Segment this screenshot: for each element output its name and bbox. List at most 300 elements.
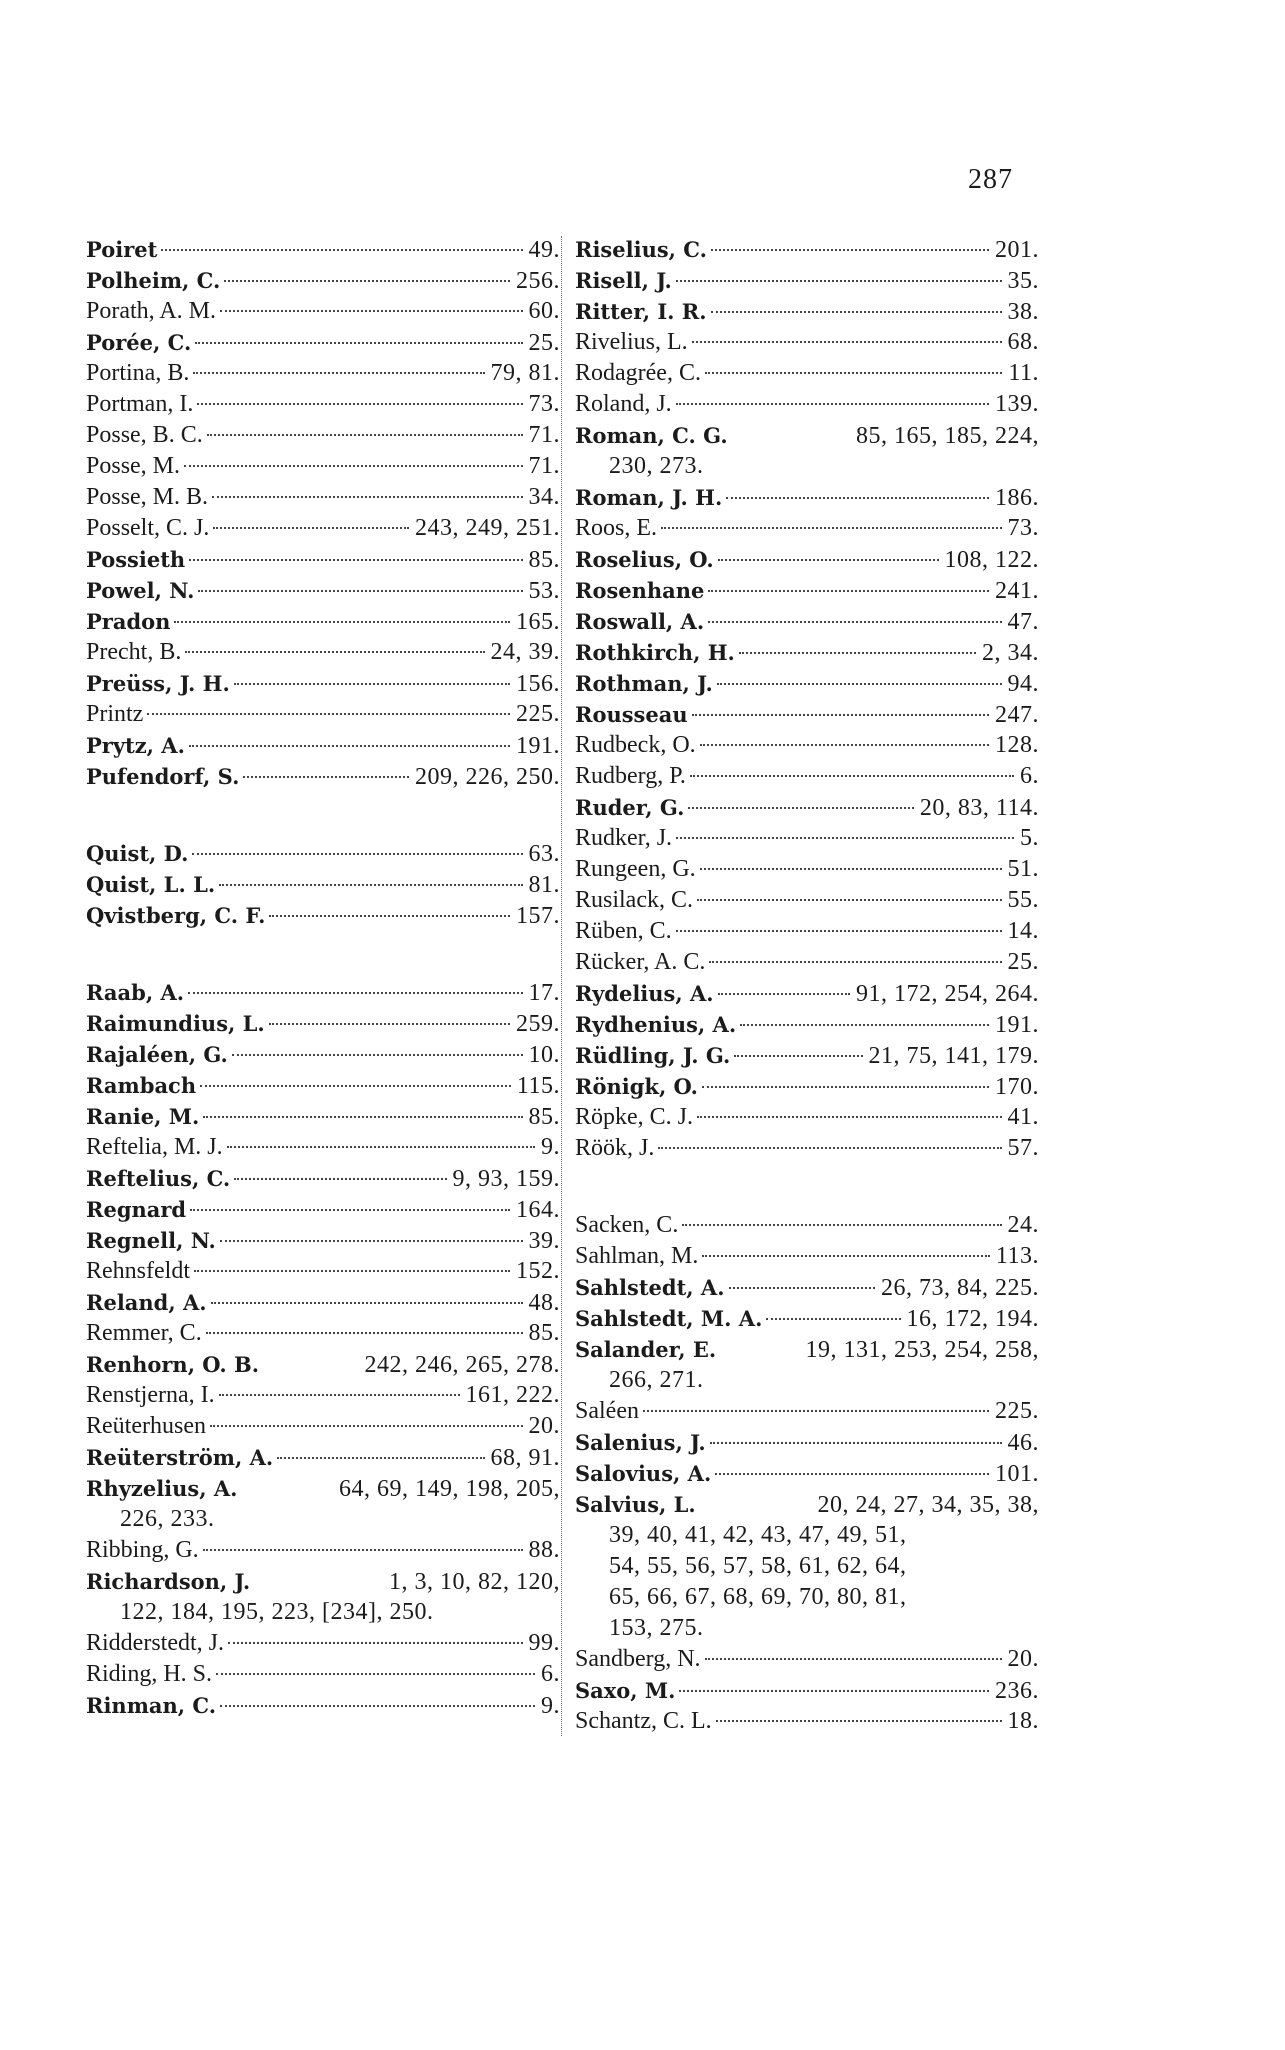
entry-pages: 85. — [528, 1104, 560, 1130]
index-entry — [86, 451, 560, 482]
entry-name: Rydelius, A. — [575, 981, 714, 1006]
leader-dots — [212, 496, 522, 498]
entry-pages: 165. — [516, 609, 560, 635]
entry-pages: 247. — [995, 702, 1039, 728]
index-entry — [575, 1303, 1039, 1334]
index-entry — [86, 900, 560, 931]
index-entry — [575, 668, 1039, 699]
index-entry — [575, 792, 1039, 823]
leader-dots — [213, 527, 409, 529]
entry-name: Ruder, G. — [575, 795, 685, 820]
entry-pages: 64, 69, 149, 198, 205, — [339, 1476, 560, 1502]
leader-dots — [243, 776, 409, 778]
leader-dots — [220, 1705, 535, 1707]
index-entry-continuation — [86, 1597, 560, 1628]
index-entry — [575, 1458, 1039, 1489]
entry-name: Rousseau — [575, 702, 688, 727]
leader-dots — [234, 1178, 446, 1180]
index-entry — [575, 978, 1039, 1009]
index-entry — [86, 420, 560, 451]
index-entry — [575, 1210, 1039, 1241]
index-entry — [575, 637, 1039, 668]
entry-name: Schantz, C. L. — [575, 1708, 712, 1734]
entry-pages: 88. — [528, 1537, 560, 1563]
entry-pages: 25. — [1007, 949, 1039, 975]
entry-pages: 101. — [995, 1461, 1039, 1487]
index-entry-continuation — [86, 1504, 560, 1535]
index-entry — [86, 327, 560, 358]
entry-pages: 11. — [1008, 360, 1039, 386]
leader-dots — [206, 1332, 523, 1334]
entry-name: Printz — [86, 701, 144, 727]
leader-dots — [189, 745, 510, 747]
leader-dots — [203, 1549, 523, 1551]
section-gap — [86, 931, 560, 977]
index-entry — [575, 327, 1039, 358]
index-entry — [575, 823, 1039, 854]
entry-name: Rothkirch, H. — [575, 640, 735, 665]
index-entry — [86, 1349, 560, 1380]
leader-dots — [705, 372, 1002, 374]
index-entry — [86, 1380, 560, 1411]
entry-pages: 34. — [528, 484, 560, 510]
index-entry — [86, 977, 560, 1008]
leader-dots — [711, 249, 989, 251]
index-entry-continuation — [575, 1582, 1039, 1613]
index-entry — [575, 699, 1039, 730]
entry-pages: 6. — [541, 1661, 560, 1687]
index-entry — [575, 1040, 1039, 1071]
index-entry — [86, 1287, 560, 1318]
index-entry — [575, 265, 1039, 296]
leader-dots — [188, 992, 522, 994]
entry-pages: 63. — [528, 841, 560, 867]
entry-pages: 85. — [528, 1320, 560, 1346]
leader-dots — [702, 1255, 990, 1257]
leader-dots — [690, 775, 1014, 777]
entry-pages: 113. — [995, 1243, 1039, 1269]
entry-pages: 139. — [995, 391, 1039, 417]
entry-pages: 170. — [995, 1074, 1039, 1100]
index-entry — [86, 1039, 560, 1070]
leader-dots — [193, 372, 484, 374]
entry-name: Portman, I. — [86, 391, 194, 417]
entry-name: Qvistberg, C. F. — [86, 903, 266, 928]
entry-name: Salander, E. — [575, 1337, 717, 1362]
index-entry — [575, 513, 1039, 544]
index-entry — [86, 482, 560, 513]
entry-pages: 191. — [995, 1012, 1039, 1038]
entry-name: Rönigk, O. — [575, 1074, 698, 1099]
entry-pages: 85. — [528, 547, 560, 573]
entry-name: Rhyzelius, A. — [86, 1476, 238, 1501]
leader-dots — [709, 961, 1001, 963]
entry-name: Rudbeck, O. — [575, 732, 696, 758]
index-entry-continuation — [575, 1551, 1039, 1582]
index-entry — [575, 916, 1039, 947]
entry-name: Poiret — [86, 237, 158, 262]
entry-name: Rinman, C. — [86, 1693, 217, 1718]
entry-name: Porée, C. — [86, 330, 192, 355]
leader-dots — [192, 853, 522, 855]
entry-name: Powel, N. — [86, 578, 195, 603]
entry-pages: 157. — [516, 903, 560, 929]
entry-pages: 10. — [528, 1042, 560, 1068]
entry-pages: 225. — [995, 1398, 1039, 1424]
entry-pages: 18. — [1007, 1708, 1039, 1734]
entry-pages: 152. — [516, 1258, 560, 1284]
index-entry — [86, 1101, 560, 1132]
index-entry — [575, 234, 1039, 265]
leader-dots — [729, 1287, 875, 1289]
entry-pages: 1, 3, 10, 82, 120, — [389, 1569, 560, 1595]
entry-pages: 38. — [1007, 299, 1039, 325]
entry-name: Regnard — [86, 1197, 187, 1222]
entry-pages: 122, 184, 195, 223, [234], 250. — [120, 1599, 434, 1625]
index-entry — [575, 1334, 1039, 1365]
entry-pages: 19, 131, 253, 254, 258, — [805, 1337, 1039, 1363]
entry-name: Rüben, C. — [575, 918, 672, 944]
leader-dots — [718, 993, 850, 995]
entry-pages: 57. — [1007, 1135, 1039, 1161]
index-entry — [575, 1133, 1039, 1164]
leader-dots — [185, 651, 484, 653]
entry-name: Rusilack, C. — [575, 887, 693, 913]
leader-dots — [216, 1673, 535, 1675]
entry-pages: 26, 73, 84, 225. — [881, 1275, 1039, 1301]
index-entry — [575, 730, 1039, 761]
entry-pages: 25. — [528, 330, 560, 356]
entry-pages: 39. — [528, 1228, 560, 1254]
entry-pages: 153, 275. — [609, 1615, 704, 1641]
entry-name: Sahlstedt, M. A. — [575, 1306, 763, 1331]
entry-name: Rücker, A. C. — [575, 949, 706, 975]
index-entry — [86, 1256, 560, 1287]
entry-pages: 94. — [1007, 671, 1039, 697]
entry-pages: 161, 222. — [465, 1382, 560, 1408]
index-entry — [86, 606, 560, 637]
entry-pages: 115. — [516, 1073, 560, 1099]
entry-pages: 85, 165, 185, 224, — [856, 423, 1039, 449]
index-entry — [86, 296, 560, 327]
entry-name: Salovius, A. — [575, 1461, 712, 1486]
leader-dots — [200, 1085, 511, 1087]
index-entry — [86, 699, 560, 730]
entry-pages: 256. — [516, 268, 560, 294]
leader-dots — [676, 403, 989, 405]
entry-name: Sacken, C. — [575, 1212, 679, 1238]
leader-dots — [198, 590, 522, 592]
entry-pages: 164. — [516, 1197, 560, 1223]
entry-pages: 186. — [995, 485, 1039, 511]
leader-dots — [705, 1658, 1002, 1660]
index-entry-continuation — [575, 1365, 1039, 1396]
entry-name: Rambach — [86, 1073, 197, 1098]
index-entry — [86, 1628, 560, 1659]
entry-name: Posse, M. — [86, 453, 181, 479]
index-entry — [86, 1411, 560, 1442]
entry-name: Roland, J. — [575, 391, 672, 417]
leader-dots — [269, 1023, 510, 1025]
leader-dots — [643, 1410, 989, 1412]
entry-pages: 209, 226, 250. — [415, 764, 560, 790]
leader-dots — [679, 1690, 989, 1692]
index-entry — [86, 1070, 560, 1101]
entry-pages: 55. — [1007, 887, 1039, 913]
entry-pages: 48. — [528, 1290, 560, 1316]
entry-pages: 81. — [528, 872, 560, 898]
leader-dots — [710, 1442, 1002, 1444]
entry-pages: 54, 55, 56, 57, 58, 61, 62, 64, — [609, 1553, 907, 1579]
entry-name: Salvius, L. — [575, 1492, 696, 1517]
leader-dots — [277, 1457, 484, 1459]
entry-name: Rosenhane — [575, 578, 705, 603]
entry-name: Quist, D. — [86, 841, 189, 866]
leader-dots — [740, 1024, 989, 1026]
leader-dots — [708, 590, 989, 592]
leader-dots — [697, 899, 1002, 901]
entry-name: Roman, J. H. — [575, 485, 723, 510]
entry-name: Saléen — [575, 1398, 639, 1424]
entry-name: Ridderstedt, J. — [86, 1630, 224, 1656]
leader-dots — [692, 341, 1002, 343]
entry-name: Rivelius, L. — [575, 329, 688, 355]
leader-dots — [227, 1146, 535, 1148]
leader-dots — [708, 621, 1001, 623]
entry-name: Ritter, I. R. — [575, 299, 707, 324]
index-entry — [575, 885, 1039, 916]
entry-name: Reüterström, A. — [86, 1445, 274, 1470]
index-entry — [86, 1318, 560, 1349]
entry-name: Polheim, C. — [86, 268, 221, 293]
leader-dots — [190, 1209, 510, 1211]
entry-pages: 236. — [995, 1678, 1039, 1704]
index-entry — [86, 1008, 560, 1039]
entry-name: Preüss, J. H. — [86, 671, 230, 696]
leader-dots — [207, 434, 523, 436]
index-entry — [575, 1071, 1039, 1102]
entry-name: Sahlman, M. — [575, 1243, 699, 1269]
entry-name: Reüterhusen — [86, 1413, 206, 1439]
entry-name: Roselius, O. — [575, 547, 714, 572]
leader-dots — [228, 1642, 523, 1644]
leader-dots — [234, 683, 510, 685]
leader-dots — [232, 1054, 523, 1056]
entry-pages: 21, 75, 141, 179. — [868, 1043, 1039, 1069]
entry-pages: 2, 34. — [982, 640, 1039, 666]
entry-name: Rudberg, P. — [575, 763, 686, 789]
leader-dots — [716, 1720, 1002, 1722]
index-entry — [575, 296, 1039, 327]
entry-name: Röpke, C. J. — [575, 1104, 694, 1130]
leader-dots — [700, 744, 989, 746]
entry-name: Ribbing, G. — [86, 1537, 199, 1563]
index-entry — [575, 854, 1039, 885]
index-entry — [86, 1659, 560, 1690]
entry-pages: 108, 122. — [944, 547, 1039, 573]
entry-name: Röök, J. — [575, 1135, 655, 1161]
index-entry — [86, 513, 560, 544]
entry-name: Precht, B. — [86, 639, 182, 665]
entry-name: Posse, M. B. — [86, 484, 209, 510]
entry-pages: 14. — [1007, 918, 1039, 944]
entry-pages: 225. — [516, 701, 560, 727]
entry-name: Pradon — [86, 609, 171, 634]
index-entry — [575, 606, 1039, 637]
index-entry — [86, 358, 560, 389]
leader-dots — [682, 1224, 1001, 1226]
entry-name: Sahlstedt, A. — [575, 1275, 725, 1300]
index-entry — [86, 1690, 560, 1721]
entry-name: Raimundius, L. — [86, 1011, 265, 1036]
entry-name: Rajaléen, G. — [86, 1042, 228, 1067]
index-entry — [86, 1194, 560, 1225]
entry-pages: 191. — [516, 733, 560, 759]
entry-name: Rüdling, J. G. — [575, 1043, 731, 1068]
index-entry — [575, 389, 1039, 420]
index-entry — [575, 1489, 1039, 1520]
entry-name: Riding, H. S. — [86, 1661, 213, 1687]
entry-pages: 47. — [1007, 609, 1039, 635]
entry-pages: 65, 66, 67, 68, 69, 70, 80, 81, — [609, 1584, 907, 1610]
section-gap — [575, 1164, 1039, 1210]
entry-name: Rothman, J. — [575, 671, 713, 696]
index-entry — [575, 575, 1039, 606]
entry-pages: 53. — [528, 578, 560, 604]
entry-pages: 242, 246, 265, 278. — [364, 1352, 560, 1378]
index-entry — [575, 1675, 1039, 1706]
entry-name: Prytz, A. — [86, 733, 185, 758]
leader-dots — [219, 1394, 460, 1396]
index-entry — [575, 1706, 1039, 1737]
index-entry-continuation — [575, 1613, 1039, 1644]
entry-name: Posse, B. C. — [86, 422, 203, 448]
index-entry — [86, 1535, 560, 1566]
section-gap — [86, 792, 560, 838]
entry-name: Remmer, C. — [86, 1320, 202, 1346]
entry-name: Porath, A. M. — [86, 298, 217, 324]
entry-pages: 6. — [1020, 763, 1039, 789]
leader-dots — [220, 1240, 523, 1242]
entry-pages: 60. — [528, 298, 560, 324]
page-number: 287 — [968, 164, 1013, 195]
leader-dots — [739, 652, 976, 654]
entry-pages: 73. — [1007, 515, 1039, 541]
entry-name: Risell, J. — [575, 268, 672, 293]
entry-name: Regnell, N. — [86, 1228, 216, 1253]
entry-name: Quist, L. L. — [86, 872, 216, 897]
leader-dots — [220, 310, 522, 312]
entry-pages: 17. — [528, 980, 560, 1006]
entry-pages: 241. — [995, 578, 1039, 604]
index-entry — [575, 1396, 1039, 1427]
entry-pages: 91, 172, 254, 264. — [856, 981, 1039, 1007]
leader-dots — [718, 559, 939, 561]
entry-pages: 79, 81. — [490, 360, 560, 386]
index-entry — [86, 730, 560, 761]
entry-pages: 266, 271. — [609, 1367, 704, 1393]
entry-pages: 156. — [516, 671, 560, 697]
entry-name: Rungeen, G. — [575, 856, 696, 882]
entry-pages: 24. — [1007, 1212, 1039, 1238]
entry-pages: 226, 233. — [120, 1506, 215, 1532]
entry-pages: 259. — [516, 1011, 560, 1037]
index-entry — [575, 1272, 1039, 1303]
entry-name: Roswall, A. — [575, 609, 705, 634]
leader-dots — [210, 1425, 523, 1427]
entry-name: Renstjerna, I. — [86, 1382, 215, 1408]
entry-pages: 99. — [528, 1630, 560, 1656]
entry-pages: 16, 172, 194. — [906, 1306, 1039, 1332]
entry-pages: 73. — [528, 391, 560, 417]
index-entry — [86, 761, 560, 792]
index-entry — [575, 1241, 1039, 1272]
entry-name: Roman, C. G. — [575, 423, 728, 448]
entry-name: Posselt, C. J. — [86, 515, 210, 541]
entry-pages: 20, 83, 114. — [919, 795, 1039, 821]
index-entry — [86, 265, 560, 296]
leader-dots — [697, 1116, 1001, 1118]
entry-name: Pufendorf, S. — [86, 764, 240, 789]
index-column-right — [575, 234, 1039, 1737]
leader-dots — [734, 1055, 862, 1057]
index-entry — [86, 389, 560, 420]
leader-dots — [195, 342, 522, 344]
entry-pages: 39, 40, 41, 42, 43, 47, 49, 51, — [609, 1522, 907, 1548]
entry-pages: 71. — [528, 453, 560, 479]
index-entry — [575, 1009, 1039, 1040]
entry-name: Richardson, J. — [86, 1569, 251, 1594]
entry-name: Portina, B. — [86, 360, 190, 386]
index-entry — [86, 1442, 560, 1473]
entry-pages: 5. — [1020, 825, 1039, 851]
entry-name: Roos, E. — [575, 515, 658, 541]
leader-dots — [194, 1270, 510, 1272]
leader-dots — [197, 403, 522, 405]
leader-dots — [147, 713, 510, 715]
entry-pages: 9. — [541, 1134, 560, 1160]
index-entry — [86, 575, 560, 606]
entry-name: Riselius, C. — [575, 237, 707, 262]
index-entry — [86, 544, 560, 575]
index-entry-continuation — [575, 451, 1039, 482]
entry-pages: 46. — [1007, 1430, 1039, 1456]
leader-dots — [688, 807, 913, 809]
leader-dots — [766, 1318, 900, 1320]
entry-name: Renhorn, O. B. — [86, 1352, 260, 1377]
entry-pages: 20. — [1007, 1646, 1039, 1672]
index-entry — [575, 544, 1039, 575]
index-entry — [575, 1644, 1039, 1675]
entry-pages: 9. — [541, 1693, 560, 1719]
leader-dots — [219, 884, 522, 886]
index-entry — [575, 482, 1039, 513]
index-entry — [86, 234, 560, 265]
leader-dots — [711, 311, 1002, 313]
index-entry — [575, 358, 1039, 389]
index-entry — [575, 1102, 1039, 1133]
entry-pages: 20, 24, 27, 34, 35, 38, — [817, 1492, 1039, 1518]
entry-name: Rodagrée, C. — [575, 360, 701, 386]
index-entry — [86, 1132, 560, 1163]
entry-pages: 51. — [1007, 856, 1039, 882]
entry-name: Reftelius, C. — [86, 1166, 231, 1191]
leader-dots — [715, 1473, 989, 1475]
entry-pages: 41. — [1007, 1104, 1039, 1130]
index-entry-continuation — [575, 1520, 1039, 1551]
entry-name: Saxo, M. — [575, 1678, 676, 1703]
leader-dots — [174, 621, 510, 623]
